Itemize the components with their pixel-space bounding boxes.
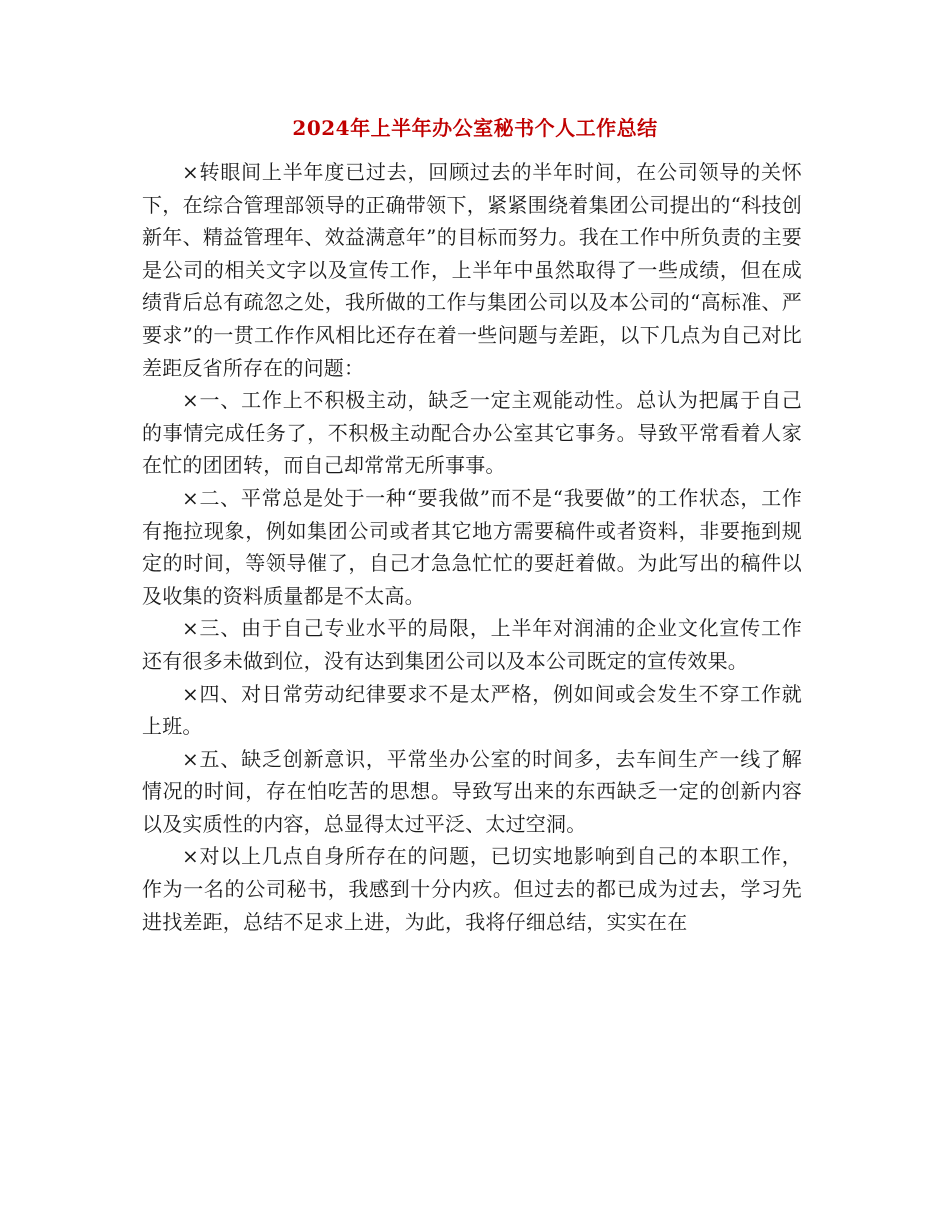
paragraph-issue-1: ×一、工作上不积极主动，缺乏一定主观能动性。总认为把属于自己的事情完成任务了，不积极主动配合办公室其它事务。导致平常看着人家在忙的团团转，而自己却常常无所事事。: [142, 388, 802, 478]
paragraph-conclusion: ×对以上几点自身所存在的问题，已切实地影响到自己的本职工作，作为一名的公司秘书，我感到十分内疚。但过去的都已成为过去，学习先进找差距，总结不足求上进，为此，我将仔细总结，实实在在: [142, 844, 802, 934]
paragraph-issue-3: ×三、由于自己专业水平的局限，上半年对润浦的企业文化宣传工作还有很多未做到位，没有达到集团公司以及本公司既定的宣传效果。: [142, 616, 802, 673]
paragraph-intro: ×转眼间上半年度已过去，回顾过去的半年时间，在公司领导的关怀下，在综合管理部领导的正确带领下，紧紧围绕着集团公司提出的“科技创新年、精益管理年、效益满意年”的目标而努力。我在工作中所负责的主要是公司的相关文字以及宣传工作，上半年中虽然取得了一些成绩，但在成绩背后总有疏忽之处，我所做的工作与集团公司以及本公司的“高标准、严要求”的一贯工作作风相比还存在着一些问题与差距，以下几点为自己对比差距反省所存在的问题：: [142, 160, 802, 380]
paragraph-issue-2: ×二、平常总是处于一种“要我做”而不是“我要做”的工作状态，工作有拖拉现象，例如集团公司或者其它地方需要稿件或者资料，非要拖到规定的时间，等领导催了，自己才急急忙忙的要赶着做。为此写出的稿件以及收集的资料质量都是不太高。: [142, 485, 802, 608]
paragraph-issue-4: ×四、对日常劳动纪律要求不是太严格，例如间或会发生不穿工作就上班。: [142, 681, 802, 739]
paragraph-issue-5: ×五、缺乏创新意识，平常坐办公室的时间多，去车间生产一线了解情况的时间，存在怕吃苦的思想。导致写出来的东西缺乏一定的创新内容以及实质性的内容，总显得太过平泛、太过空洞。: [142, 746, 802, 836]
document-title: 2024年上半年办公室秘书个人工作总结: [292, 116, 658, 140]
document-body: [142, 156, 802, 938]
